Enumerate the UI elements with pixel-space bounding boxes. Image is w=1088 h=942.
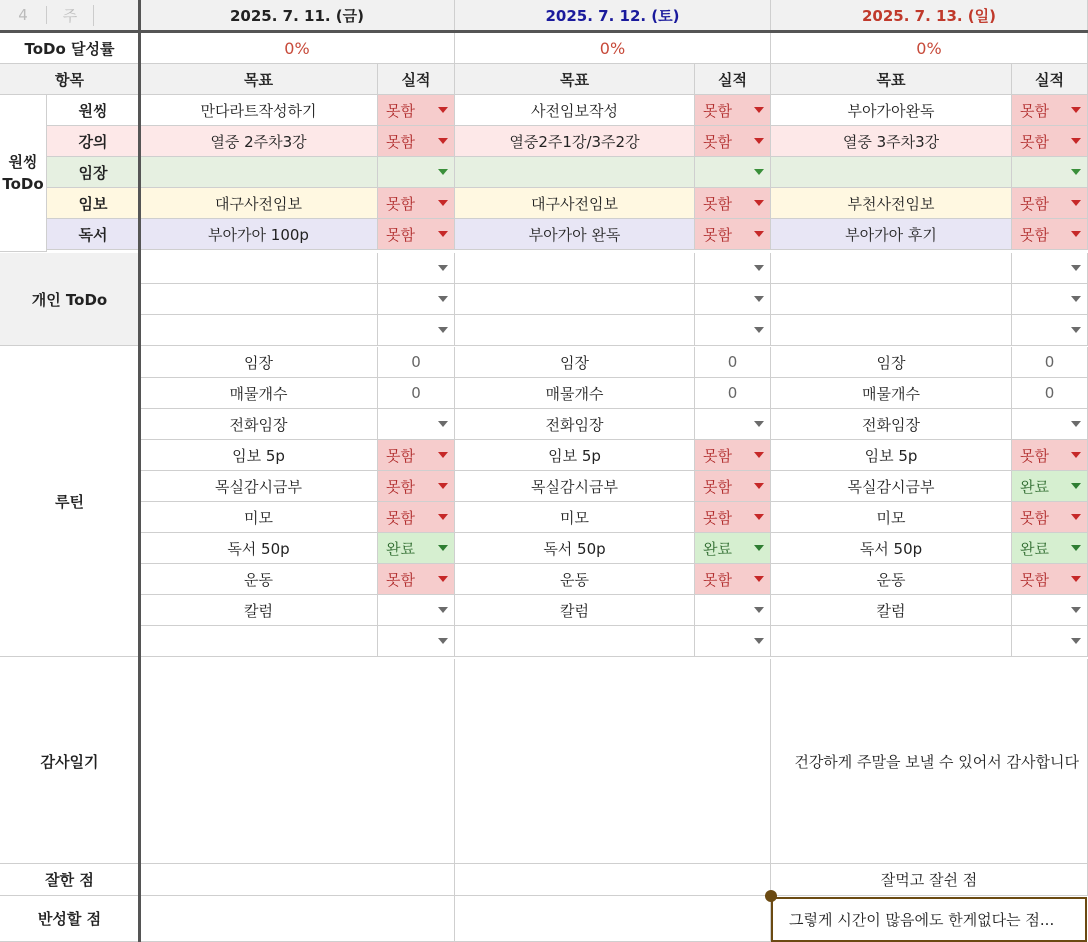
goal-input[interactable] (771, 315, 1012, 346)
result-dropdown[interactable] (695, 626, 771, 657)
result-count[interactable]: 0 (378, 347, 455, 378)
goal-input[interactable] (140, 157, 378, 188)
goal-input[interactable]: 대구사전임보 (455, 188, 695, 219)
dropdown-arrow-icon (754, 421, 764, 427)
result-dropdown[interactable] (378, 564, 455, 595)
gratitude-entry[interactable] (455, 659, 771, 864)
dropdown-arrow-icon (438, 576, 448, 582)
result-status-label: 못함 (703, 570, 732, 589)
result-dropdown[interactable] (1012, 564, 1088, 595)
result-status-label: 못함 (703, 477, 732, 496)
result-status-label: 완료 (386, 539, 415, 558)
todo-rate-label: ToDo 달성률 (0, 33, 140, 64)
frozen-column-divider (138, 0, 141, 942)
dropdown-arrow-icon (754, 231, 764, 237)
result-count[interactable]: 0 (378, 378, 455, 409)
dropdown-arrow-icon (754, 169, 764, 175)
routine-item[interactable]: 칼럼 (771, 595, 1012, 626)
routine-item[interactable]: 임장 (771, 347, 1012, 378)
result-column-header: 실적 (378, 64, 455, 95)
gratitude-entry[interactable]: 건강하게 주말을 보낼 수 있어서 감사합니다 (771, 659, 1088, 864)
dropdown-arrow-icon (1071, 483, 1081, 489)
result-dropdown[interactable] (378, 502, 455, 533)
dropdown-arrow-icon (438, 638, 448, 644)
result-status-label: 완료 (703, 539, 732, 558)
resize-handle-icon[interactable] (765, 890, 777, 902)
dropdown-arrow-icon (754, 638, 764, 644)
dropdown-arrow-icon (1071, 200, 1081, 206)
week-indicator (0, 0, 140, 31)
day-header-date: 2025. 7. 11. (금) (140, 0, 455, 31)
goal-input[interactable]: 부아가아완독 (771, 95, 1012, 126)
personal-todo-label: 개인 ToDo (0, 253, 140, 346)
dropdown-arrow-icon (438, 265, 448, 271)
result-count[interactable]: 0 (695, 378, 771, 409)
week-number: 4 (0, 6, 47, 24)
result-status-label: 못함 (386, 446, 415, 465)
result-dropdown[interactable] (1012, 188, 1088, 219)
goal-input[interactable]: 열중2주1강/3주2강 (455, 126, 695, 157)
dropdown-arrow-icon (438, 421, 448, 427)
reflect-label: 반성할 점 (0, 896, 140, 942)
week-label: 주 (47, 5, 94, 26)
dropdown-arrow-icon (438, 169, 448, 175)
result-dropdown[interactable] (695, 157, 771, 188)
result-dropdown[interactable] (378, 471, 455, 502)
dropdown-arrow-icon (754, 138, 764, 144)
result-dropdown[interactable] (1012, 315, 1088, 346)
goal-input[interactable] (140, 315, 378, 346)
routine-item[interactable]: 운동 (455, 564, 695, 595)
result-status-label: 못함 (1020, 570, 1049, 589)
result-status-label: 못함 (703, 132, 732, 151)
routine-item[interactable]: 목실감시금부 (455, 471, 695, 502)
routine-item[interactable]: 임장 (140, 347, 378, 378)
result-dropdown[interactable] (378, 188, 455, 219)
result-dropdown[interactable] (1012, 626, 1088, 657)
goal-input[interactable]: 부아가아 100p (140, 219, 378, 250)
result-dropdown[interactable] (1012, 471, 1088, 502)
routine-item[interactable]: 임보 5p (771, 440, 1012, 471)
result-dropdown[interactable] (695, 409, 771, 440)
routine-item[interactable]: 운동 (771, 564, 1012, 595)
result-dropdown[interactable] (378, 219, 455, 250)
result-dropdown[interactable] (378, 253, 455, 284)
result-dropdown[interactable] (1012, 595, 1088, 626)
routine-item[interactable]: 칼럼 (455, 595, 695, 626)
dropdown-arrow-icon (1071, 169, 1081, 175)
dropdown-arrow-icon (438, 296, 448, 302)
result-dropdown[interactable] (1012, 253, 1088, 284)
result-dropdown[interactable] (378, 440, 455, 471)
dropdown-arrow-icon (754, 576, 764, 582)
dropdown-arrow-icon (1071, 265, 1081, 271)
result-dropdown[interactable] (695, 502, 771, 533)
result-count[interactable]: 0 (695, 347, 771, 378)
dropdown-arrow-icon (754, 296, 764, 302)
goal-input[interactable]: 부아가아 후기 (771, 219, 1012, 250)
goal-input[interactable]: 만다라트작성하기 (140, 95, 378, 126)
reflect-entry[interactable] (455, 896, 771, 942)
result-status-label: 못함 (703, 446, 732, 465)
dropdown-arrow-icon (754, 452, 764, 458)
result-dropdown[interactable] (1012, 219, 1088, 250)
result-count[interactable]: 0 (1012, 378, 1088, 409)
routine-item[interactable]: 임장 (455, 347, 695, 378)
did-well-label: 잘한 점 (0, 864, 140, 896)
dropdown-arrow-icon (438, 452, 448, 458)
result-dropdown[interactable] (695, 315, 771, 346)
routine-item[interactable]: 독서 50p (771, 533, 1012, 564)
routine-item[interactable]: 목실감시금부 (140, 471, 378, 502)
routine-label: 루틴 (0, 347, 140, 657)
goal-input[interactable]: 사전임보작성 (455, 95, 695, 126)
goal-input[interactable]: 열중 2주차3강 (140, 126, 378, 157)
goal-input[interactable] (455, 253, 695, 284)
result-dropdown[interactable] (1012, 409, 1088, 440)
result-status-label: 못함 (703, 194, 732, 213)
goal-input[interactable] (455, 157, 695, 188)
result-status-label: 못함 (386, 101, 415, 120)
routine-item[interactable]: 미모 (140, 502, 378, 533)
gratitude-entry[interactable] (140, 659, 455, 864)
dropdown-arrow-icon (438, 514, 448, 520)
result-status-label: 못함 (1020, 508, 1049, 527)
day-header-date: 2025. 7. 12. (토) (455, 0, 771, 31)
goal-input[interactable] (455, 284, 695, 315)
routine-item[interactable]: 독서 50p (455, 533, 695, 564)
goal-input[interactable]: 대구사전임보 (140, 188, 378, 219)
result-status-label: 못함 (703, 508, 732, 527)
goal-input[interactable] (771, 253, 1012, 284)
result-dropdown[interactable] (1012, 95, 1088, 126)
result-dropdown[interactable] (695, 219, 771, 250)
result-dropdown[interactable] (1012, 533, 1088, 564)
result-status-label: 못함 (703, 225, 732, 244)
goal-input[interactable] (140, 253, 378, 284)
routine-item[interactable]: 임보 5p (140, 440, 378, 471)
result-status-label: 못함 (703, 101, 732, 120)
onething-row-label: 임보 (47, 188, 140, 219)
item-column-header: 항목 (0, 64, 140, 95)
routine-item[interactable]: 운동 (140, 564, 378, 595)
result-dropdown[interactable] (1012, 284, 1088, 315)
dropdown-arrow-icon (754, 265, 764, 271)
result-dropdown[interactable] (1012, 502, 1088, 533)
dropdown-arrow-icon (1071, 607, 1081, 613)
dropdown-arrow-icon (1071, 107, 1081, 113)
routine-item[interactable]: 임보 5p (455, 440, 695, 471)
result-dropdown[interactable] (695, 126, 771, 157)
dropdown-arrow-icon (1071, 138, 1081, 144)
todo-rate-value: 0% (455, 33, 771, 64)
reflect-note-editor[interactable]: 그렇게 시간이 많음에도 한게없다는 점... (771, 897, 1087, 942)
result-dropdown[interactable] (378, 95, 455, 126)
result-status-label: 완료 (1020, 477, 1049, 496)
goal-input[interactable] (455, 315, 695, 346)
result-dropdown[interactable] (378, 409, 455, 440)
dropdown-arrow-icon (438, 138, 448, 144)
did-well-entry[interactable] (455, 864, 771, 896)
result-status-label: 못함 (386, 194, 415, 213)
result-status-label: 못함 (386, 477, 415, 496)
result-dropdown[interactable] (378, 315, 455, 346)
routine-item[interactable]: 매물개수 (771, 378, 1012, 409)
result-dropdown[interactable] (378, 157, 455, 188)
dropdown-arrow-icon (1071, 452, 1081, 458)
result-status-label: 못함 (1020, 194, 1049, 213)
routine-item[interactable]: 독서 50p (140, 533, 378, 564)
dropdown-arrow-icon (1071, 231, 1081, 237)
result-dropdown[interactable] (695, 533, 771, 564)
routine-item[interactable]: 전화임장 (455, 409, 695, 440)
result-status-label: 못함 (386, 225, 415, 244)
did-well-entry[interactable] (140, 864, 455, 896)
todo-rate-value: 0% (771, 33, 1088, 64)
routine-item[interactable]: 전화임장 (771, 409, 1012, 440)
day-header-date: 2025. 7. 13. (일) (771, 0, 1088, 31)
dropdown-arrow-icon (438, 545, 448, 551)
result-dropdown[interactable] (695, 95, 771, 126)
result-dropdown[interactable] (695, 253, 771, 284)
did-well-entry[interactable]: 잘먹고 잘쉰 점 (771, 864, 1088, 896)
dropdown-arrow-icon (438, 607, 448, 613)
reflect-entry[interactable] (140, 896, 455, 942)
routine-item[interactable] (140, 626, 378, 657)
dropdown-arrow-icon (754, 545, 764, 551)
dropdown-arrow-icon (1071, 545, 1081, 551)
dropdown-arrow-icon (438, 200, 448, 206)
dropdown-arrow-icon (438, 327, 448, 333)
result-status-label: 못함 (1020, 101, 1049, 120)
result-dropdown[interactable] (695, 595, 771, 626)
result-dropdown[interactable] (1012, 157, 1088, 188)
routine-item[interactable] (455, 626, 695, 657)
goal-input[interactable] (771, 284, 1012, 315)
result-dropdown[interactable] (378, 595, 455, 626)
result-dropdown[interactable] (1012, 440, 1088, 471)
result-dropdown[interactable] (695, 440, 771, 471)
routine-item[interactable]: 매물개수 (455, 378, 695, 409)
dropdown-arrow-icon (1071, 421, 1081, 427)
result-column-header: 실적 (1012, 64, 1088, 95)
routine-item[interactable]: 목실감시금부 (771, 471, 1012, 502)
onething-row-label: 원씽 (47, 95, 140, 126)
goal-input[interactable]: 부아가아 완독 (455, 219, 695, 250)
routine-item[interactable]: 칼럼 (140, 595, 378, 626)
routine-item[interactable]: 전화임장 (140, 409, 378, 440)
dropdown-arrow-icon (1071, 514, 1081, 520)
result-dropdown[interactable] (695, 471, 771, 502)
onething-group-label: 원씽 ToDo (0, 95, 47, 252)
dropdown-arrow-icon (438, 231, 448, 237)
result-dropdown[interactable] (378, 533, 455, 564)
result-dropdown[interactable] (695, 188, 771, 219)
result-status-label: 못함 (1020, 225, 1049, 244)
goal-input[interactable]: 부천사전임보 (771, 188, 1012, 219)
routine-item[interactable]: 미모 (455, 502, 695, 533)
dropdown-arrow-icon (754, 107, 764, 113)
dropdown-arrow-icon (438, 107, 448, 113)
dropdown-arrow-icon (1071, 638, 1081, 644)
routine-item[interactable] (771, 626, 1012, 657)
result-count[interactable]: 0 (1012, 347, 1088, 378)
dropdown-arrow-icon (754, 607, 764, 613)
result-dropdown[interactable] (695, 284, 771, 315)
result-dropdown[interactable] (378, 626, 455, 657)
dropdown-arrow-icon (754, 327, 764, 333)
todo-rate-value: 0% (140, 33, 455, 64)
dropdown-arrow-icon (1071, 576, 1081, 582)
onething-row-label: 독서 (47, 219, 140, 250)
goal-column-header: 목표 (455, 64, 695, 95)
gratitude-label: 감사일기 (0, 659, 140, 864)
result-status-label: 못함 (386, 132, 415, 151)
dropdown-arrow-icon (754, 483, 764, 489)
onething-row-label: 강의 (47, 126, 140, 157)
goal-column-header: 목표 (771, 64, 1012, 95)
dropdown-arrow-icon (754, 514, 764, 520)
result-dropdown[interactable] (1012, 126, 1088, 157)
result-status-label: 못함 (386, 508, 415, 527)
result-dropdown[interactable] (378, 126, 455, 157)
result-dropdown[interactable] (378, 284, 455, 315)
dropdown-arrow-icon (1071, 296, 1081, 302)
routine-item[interactable]: 매물개수 (140, 378, 378, 409)
result-status-label: 완료 (1020, 539, 1049, 558)
result-column-header: 실적 (695, 64, 771, 95)
goal-input[interactable] (140, 284, 378, 315)
frozen-row-divider (0, 30, 1088, 33)
dropdown-arrow-icon (754, 200, 764, 206)
result-dropdown[interactable] (695, 564, 771, 595)
goal-column-header: 목표 (140, 64, 378, 95)
goal-input[interactable]: 열중 3주차3강 (771, 126, 1012, 157)
result-status-label: 못함 (1020, 446, 1049, 465)
result-status-label: 못함 (386, 570, 415, 589)
dropdown-arrow-icon (1071, 327, 1081, 333)
onething-row-label: 임장 (47, 157, 140, 188)
result-status-label: 못함 (1020, 132, 1049, 151)
routine-item[interactable]: 미모 (771, 502, 1012, 533)
dropdown-arrow-icon (438, 483, 448, 489)
goal-input[interactable] (771, 157, 1012, 188)
